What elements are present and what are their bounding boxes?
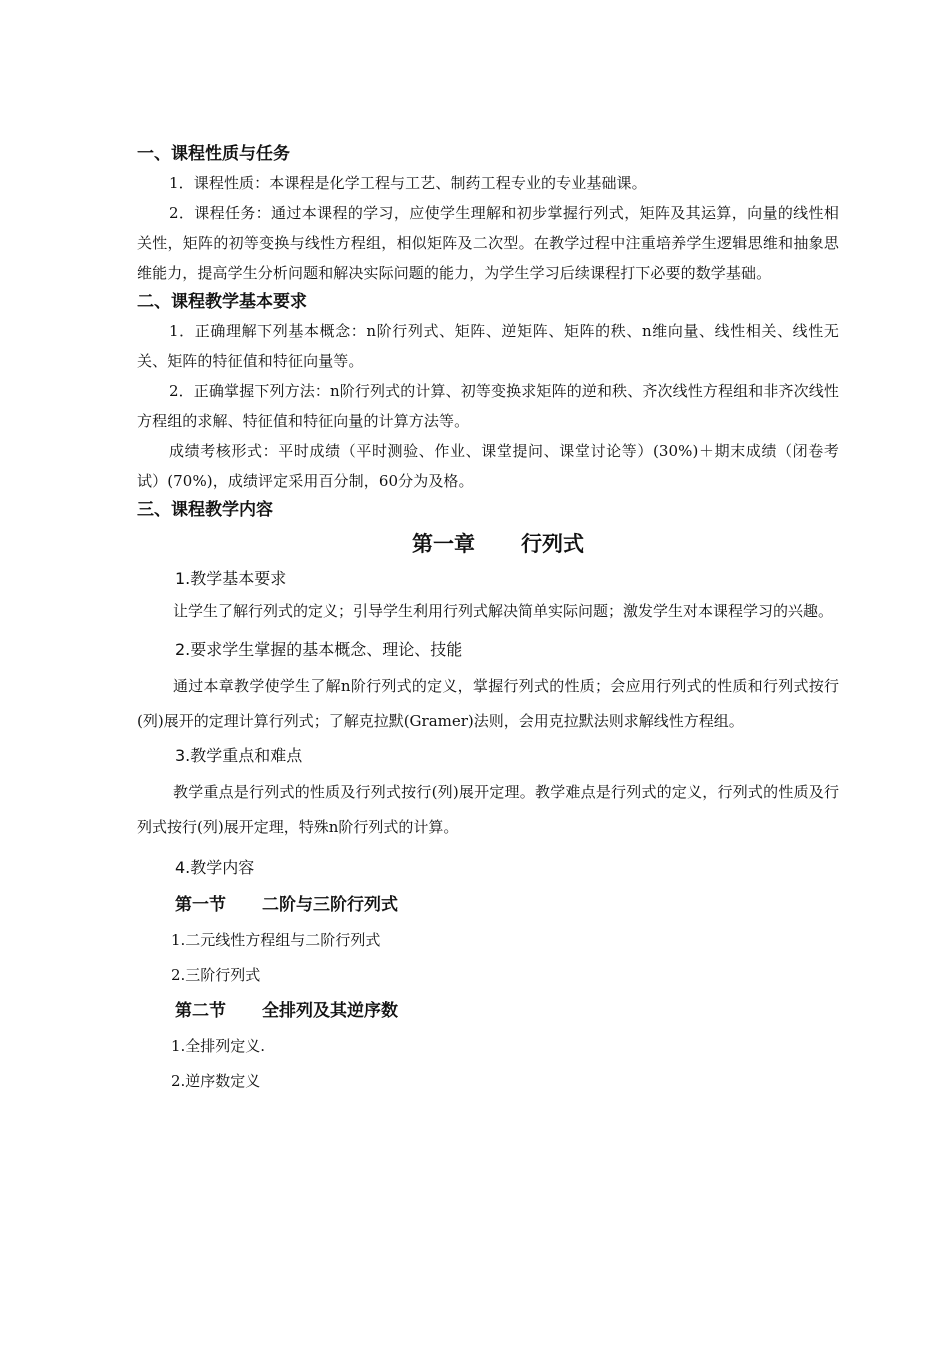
- subheading-teaching-content: 4.教学内容: [175, 858, 255, 877]
- subheading-key-points: 3.教学重点和难点: [175, 746, 303, 765]
- section-1-name: 二阶与三阶行列式: [262, 895, 398, 915]
- section-heading-course-nature: 一、课程性质与任务: [137, 144, 290, 164]
- section-1-label: 第一节: [175, 895, 226, 915]
- paragraph-methods: 2．正确掌握下列方法：n阶行列式的计算、初等变换求矩阵的逆和秩、齐次线性方程组和非齐次线性方程组的求解、特征值和特征向量的计算方法等。: [137, 382, 839, 430]
- section-1-title: [175, 887, 839, 923]
- subheading-concepts-theory-skills: 2.要求学生掌握的基本概念、理论、技能: [175, 640, 463, 659]
- chapter-title: [137, 526, 839, 562]
- section-heading-basic-requirements: 二、课程教学基本要求: [137, 292, 307, 312]
- list-item: 2.三阶行列式: [171, 966, 261, 984]
- paragraph-course-task: 2．课程任务：通过本课程的学习，应使学生理解和初步掌握行列式，矩阵及其运算，向量的线性相关性，矩阵的初等变换与线性方程组，相似矩阵及二次型。在教学过程中注重培养学生逻辑思维和抽象思维能力，提高学生分析问题和解决实际问题的能力，为学生学习后续课程打下必要的数学基础。: [137, 204, 839, 282]
- section-2-name: 全排列及其逆序数: [262, 1001, 398, 1021]
- section-2-label: 第二节: [175, 1001, 226, 1021]
- section-2-title: [175, 993, 839, 1029]
- chapter-name: 行列式: [521, 532, 584, 556]
- list-item: 1.全排列定义.: [171, 1037, 266, 1055]
- document-content: [137, 140, 839, 1099]
- paragraph-assessment: 成绩考核形式：平时成绩（平时测验、作业、课堂提问、课堂讨论等）(30%)＋期末成绩（闭卷考试）(70%)，成绩评定采用百分制，60分为及格。: [137, 442, 839, 490]
- paragraph-chapter-concepts: 通过本章教学使学生了解n阶行列式的定义，掌握行列式的性质；会应用行列式的性质和行列式按行(列)展开的定理计算行列式；了解克拉默(Gramer)法则，会用克拉默法则求解线性方程组。: [137, 677, 839, 730]
- list-item: 1.二元线性方程组与二阶行列式: [171, 931, 381, 949]
- list-item: 2.逆序数定义: [171, 1072, 261, 1090]
- chapter-label: 第一章: [412, 532, 475, 556]
- paragraph-chapter-requirements: 让学生了解行列式的定义；引导学生利用行列式解决简单实际问题；激发学生对本课程学习的兴趣。: [173, 602, 834, 620]
- paragraph-concepts: 1．正确理解下列基本概念：n阶行列式、矩阵、逆矩阵、矩阵的秩、n维向量、线性相关、线性无关、矩阵的特征值和特征向量等。: [137, 322, 839, 370]
- subheading-basic-requirements: 1.教学基本要求: [175, 569, 287, 588]
- paragraph-course-nature: 1．课程性质：本课程是化学工程与工艺、制药工程专业的专业基础课。: [169, 174, 647, 192]
- paragraph-key-points: 教学重点是行列式的性质及行列式按行(列)展开定理。教学难点是行列式的定义，行列式的性质及行列式按行(列)展开定理，特殊n阶行列式的计算。: [137, 783, 839, 836]
- section-heading-teaching-content: 三、课程教学内容: [137, 500, 273, 520]
